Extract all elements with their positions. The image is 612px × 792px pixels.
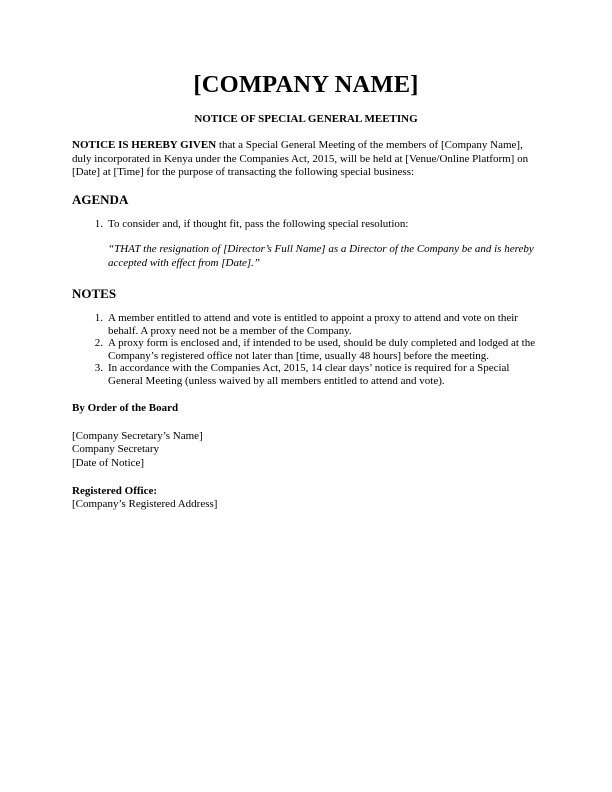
note-item: [72, 362, 540, 387]
note-number: 2.: [94, 337, 103, 349]
agenda-heading: AGENDA: [72, 191, 129, 207]
registered-office-label: Registered Office:: [72, 485, 158, 497]
company-name-title: [COMPANY NAME]: [193, 71, 419, 98]
agenda-item: [72, 218, 540, 232]
note-text: A proxy form is enclosed and, if intended to be used, should be duly completed and lodged at the Company’s registered office not later than [time, usually 48 hours] before the meeting.: [108, 337, 536, 362]
document-page: [72, 70, 540, 510]
agenda-item-text: To consider and, if thought fit, pass the following special resolution:: [108, 217, 409, 230]
notice-title: NOTICE OF SPECIAL GENERAL MEETING: [194, 113, 418, 125]
note-number: 1.: [94, 312, 103, 324]
note-text: In accordance with the Companies Act, 2015, 14 clear days’ notice is required for a Special General Meeting (unless waived by all members entitled to attend and vote).: [108, 362, 510, 387]
note-item: [72, 337, 540, 362]
intro-lead: NOTICE IS HEREBY GIVEN: [72, 139, 217, 151]
notes-list: [72, 312, 540, 387]
secretary-name: [Company Secretary’s Name]: [72, 429, 203, 442]
note-text: A member entitled to attend and vote is entitled to appoint a proxy to attend and vote on their behalf. A proxy need not be a member of the Company.: [108, 312, 518, 337]
signature-block: [72, 430, 540, 471]
order-of-board: By Order of the Board: [72, 402, 179, 414]
agenda-item-number: 1.: [94, 217, 103, 230]
special-resolution-text: “THAT the resignation of [Director’s Full Name] as a Director of the Company be and is hereby accepted with effect from [Date].”: [108, 243, 534, 269]
registered-office-block: [72, 485, 540, 510]
intro-body: that a Special General Meeting of the members of [Company Name], duly incorporated in Kenya under the Companies Act, 2015, will be held at [Venue/Online Platform] on [Date] at [Time] for the purpose of transacting the following special business:: [72, 139, 529, 178]
notes-heading: NOTES: [72, 286, 117, 301]
note-number: 3.: [94, 362, 103, 374]
notice-date: [Date of Notice]: [72, 456, 145, 469]
intro-paragraph: [72, 139, 540, 180]
secretary-title: Company Secretary: [72, 443, 160, 455]
note-item: [72, 312, 540, 337]
registered-office-address: [Company’s Registered Address]: [72, 497, 218, 510]
